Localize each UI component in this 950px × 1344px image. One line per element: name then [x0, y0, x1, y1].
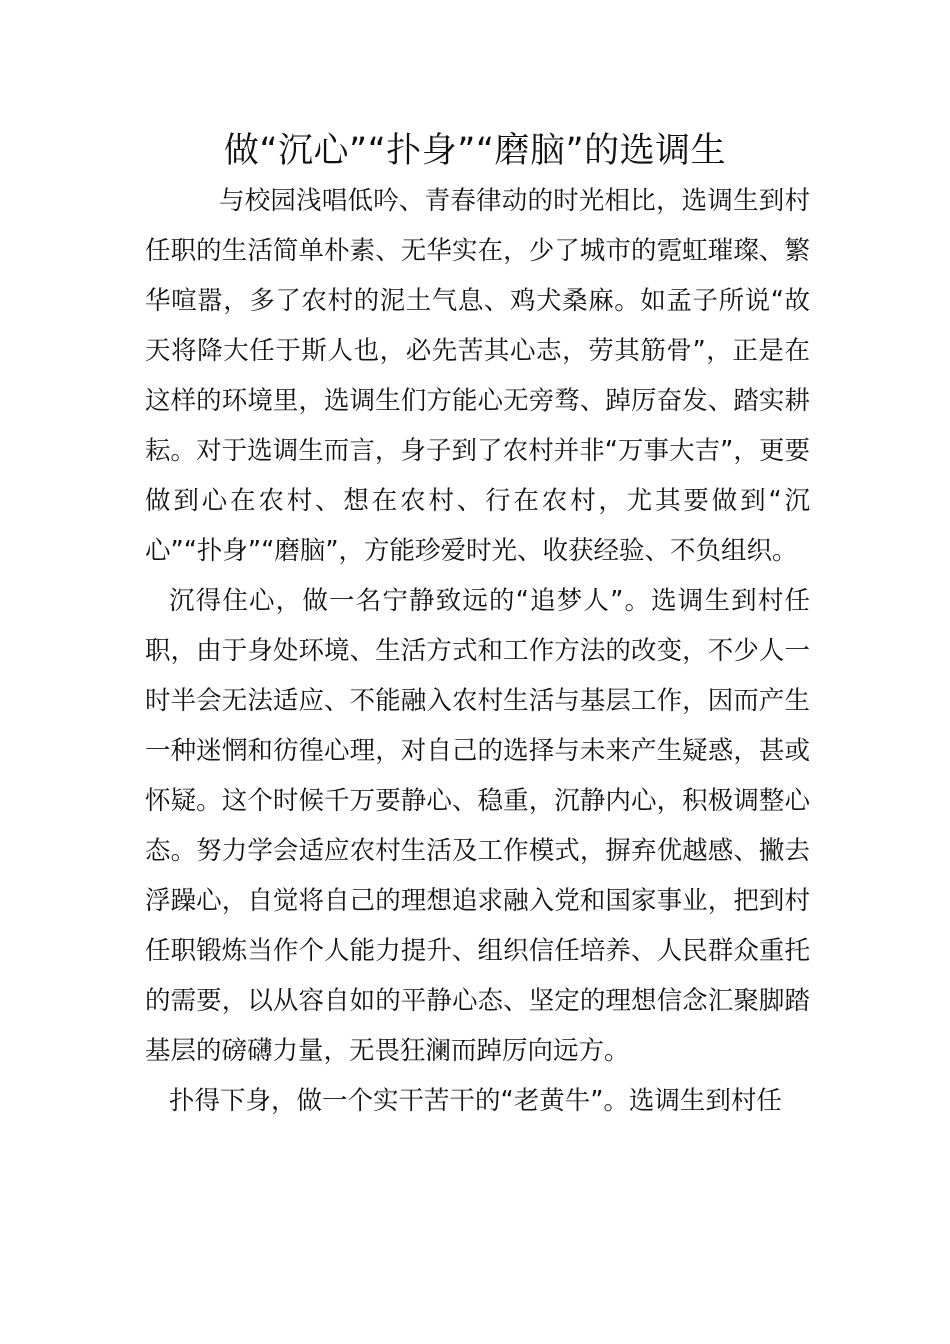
- paragraph-calm-heart: 沉得住心，做一名宁静致远的“追梦人”。选调生到村任职，由于身处环境、生活方式和工作方法的改变，不少人一时半会无法适应、不能融入农村生活与基层工作，因而产生一种迷惘和彷徨心理，对自己的选择与未来产生疑惑，甚或怀疑。这个时候千万要静心、稳重，沉静内心，积极调整心态。努力学会适应农村生活及工作模式，摒弃优越感、撇去浮躁心，自觉将自己的理想追求融入党和国家事业，把到村任职锻炼当作个人能力提升、组织信任培养、人民群众重托的需要，以从容自如的平静心态、坚定的理想信念汇聚脚踏基层的磅礴力量，无畏狂澜而踔厉向远方。: [145, 586, 810, 1066]
- paragraph-intro: 与校园浅唱低吟、青春律动的时光相比，选调生到村任职的生活简单朴素、无华实在，少了城市的霓虹璀璨、繁华喧嚣，多了农村的泥土气息、鸡犬桑麻。如孟子所说“故天将降大任于斯人也，必先苦其心志，劳其筋骨”，正是在这样的环境里，选调生们方能心无旁骛、踔厉奋发、踏实耕耘。对于选调生而言，身子到了农村并非“万事大吉”，更要做到心在农村、想在农村、行在农村，尤其要做到“沉心”“扑身”“磨脑”，方能珍爱时光、收获经验、不负组织。: [145, 186, 810, 566]
- document-title: 做“沉心”“扑身”“磨脑”的选调生: [223, 131, 727, 171]
- document-body: [145, 176, 810, 1126]
- paragraph-hard-work: 扑得下身，做一个实干苦干的“老黄牛”。选调生到村任: [169, 1086, 782, 1116]
